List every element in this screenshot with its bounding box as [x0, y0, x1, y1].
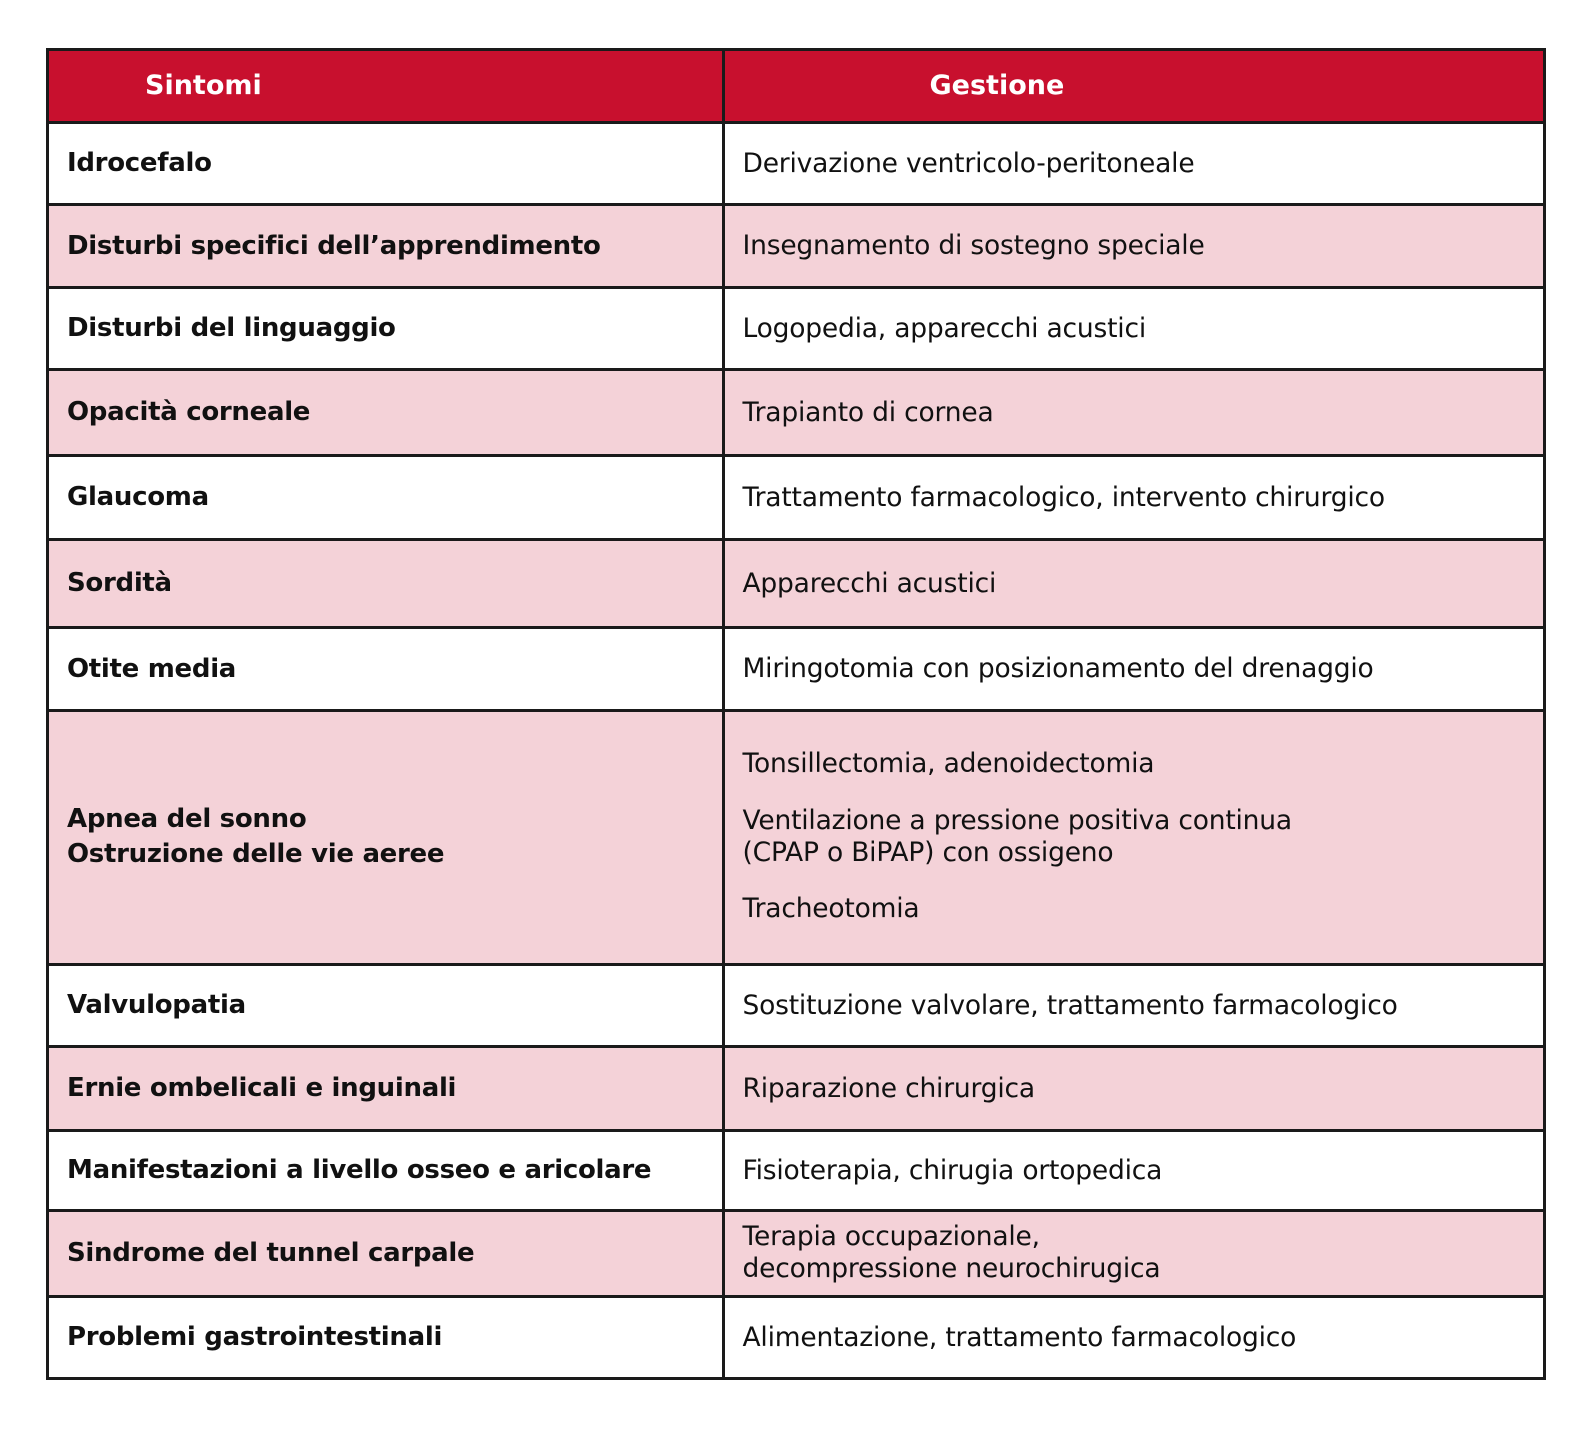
management-line: Ventilazione a pressione positiva continua — [742, 804, 1292, 836]
header-row — [49, 51, 1543, 122]
symptom-cell: Sordità — [49, 539, 723, 627]
management-cell: Apparecchi acustici — [723, 539, 1543, 627]
management-cell: Trattamento farmacologico, intervento chirurgico — [723, 455, 1543, 539]
symptoms-management-table — [46, 48, 1546, 1380]
table-row — [49, 1130, 1543, 1210]
symptom-line: Apnea del sonno — [67, 803, 307, 834]
table-row — [49, 1296, 1543, 1377]
symptom-cell — [49, 710, 723, 964]
management-cell: Derivazione ventricolo-peritoneale — [723, 122, 1543, 204]
management-line: (CPAP o BiPAP) con ossigeno — [742, 837, 1114, 868]
symptom-cell: Manifestazioni a livello osseo e aricolare — [49, 1130, 723, 1210]
symptom-cell: Idrocefalo — [49, 122, 723, 204]
symptom-cell: Valvulopatia — [49, 964, 723, 1046]
management-cell: Logopedia, apparecchi acustici — [723, 287, 1543, 369]
table-row — [49, 455, 1543, 539]
symptom-cell: Sindrome del tunnel carpale — [49, 1210, 723, 1296]
management-cell — [723, 1210, 1543, 1296]
table — [49, 51, 1543, 1377]
table-row — [49, 369, 1543, 455]
management-cell: Fisioterapia, chirugia ortopedica — [723, 1130, 1543, 1210]
symptom-cell: Opacità corneale — [49, 369, 723, 455]
management-cell: Sostituzione valvolare, trattamento farmacologico — [723, 964, 1543, 1046]
management-cell: Trapianto di cornea — [723, 369, 1543, 455]
symptom-cell: Glaucoma — [49, 455, 723, 539]
management-line: Tonsillectomia, adenoidectomia — [742, 748, 1155, 780]
symptom-cell: Otite media — [49, 627, 723, 710]
header-symptoms: Sintomi — [49, 51, 723, 122]
management-cell: Alimentazione, trattamento farmacologico — [723, 1296, 1543, 1377]
table-row — [49, 1046, 1543, 1130]
management-cell: Riparazione chirurgica — [723, 1046, 1543, 1130]
symptom-cell: Problemi gastrointestinali — [49, 1296, 723, 1377]
symptom-cell: Disturbi specifici dell’apprendimento — [49, 204, 723, 287]
table-row — [49, 627, 1543, 710]
management-line: decompressione neurochirugica — [742, 1253, 1161, 1284]
symptom-cell: Disturbi del linguaggio — [49, 287, 723, 369]
table-row — [49, 1210, 1543, 1296]
management-cell: Insegnamento di sostegno speciale — [723, 204, 1543, 287]
header-management: Gestione — [723, 51, 1543, 122]
table-row — [49, 539, 1543, 627]
management-cell — [723, 710, 1543, 964]
table-row — [49, 204, 1543, 287]
management-cell: Miringotomia con posizionamento del drenaggio — [723, 627, 1543, 710]
symptom-line: Ostruzione delle vie aeree — [67, 839, 445, 869]
symptom-cell: Ernie ombelicali e inguinali — [49, 1046, 723, 1130]
management-line: Terapia occupazionale, — [742, 1220, 1040, 1252]
table-row — [49, 287, 1543, 369]
table-row — [49, 122, 1543, 204]
table-row — [49, 710, 1543, 964]
management-line: Tracheotomia — [742, 893, 920, 925]
table-row — [49, 964, 1543, 1046]
